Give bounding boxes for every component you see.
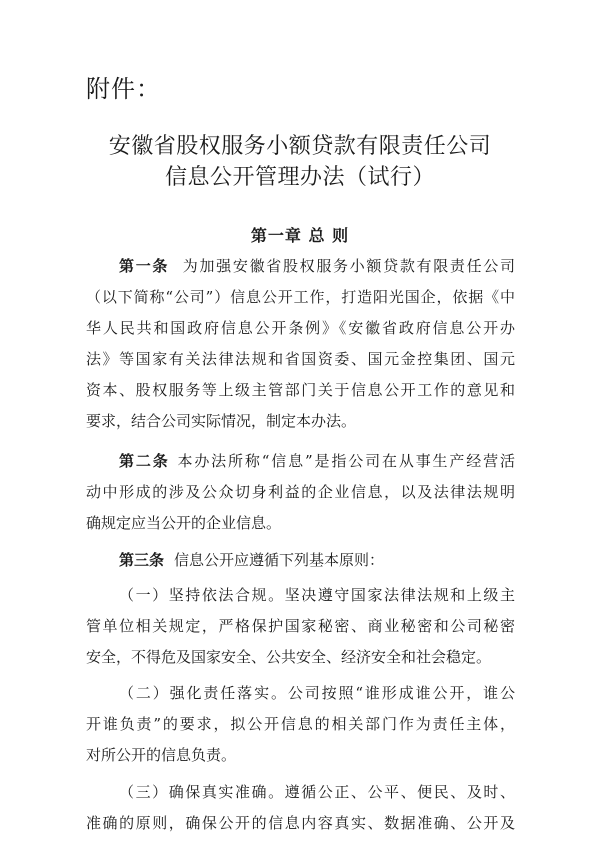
principle-1-text-line: 管单位相关规定，严格保护国家秘密、商业秘密和公司秘密 (86, 617, 515, 635)
article-3-label: 第三条 (119, 551, 165, 569)
article-2-text-line: 动中形成的涉及公众切身利益的企业信息，以及法律法规明 (86, 483, 515, 501)
article-3-text-line: 信息公开应遵循下列基本原则： (174, 551, 385, 569)
principle-3-text-line: 准确的原则，确保公开的信息内容真实、数据准确、公开及 (86, 814, 515, 832)
principle-2-text-line: 对所公开的信息负责。 (86, 746, 237, 764)
article-1-text-line: 华人民共和国政府信息公开条例》《安徽省政府信息公开办 (86, 319, 515, 337)
article-1-label: 第一条 (119, 257, 170, 275)
article-2-label: 第二条 (119, 452, 170, 470)
article-2-text-line: 本办法所称“信息”是指公司在从事生产经营活 (175, 452, 515, 470)
document-title-line-1: 安徽省股权服务小额贷款有限责任公司 (108, 134, 492, 159)
document-title-line-2: 信息公开管理办法（试行） (164, 165, 435, 190)
attachment-label: 附件： (86, 75, 161, 103)
article-2-text-line: 确规定应当公开的企业信息。 (86, 514, 282, 532)
principle-3-text-line: （三）确保真实准确。遵循公正、公平、便民、及时、 (119, 783, 515, 801)
article-1-text-line: 要求，结合公司实际情况，制定本办法。 (86, 412, 357, 430)
article-1-text-line: 资本、股权服务等上级主管部门关于信息公开工作的意见和 (86, 381, 515, 399)
principle-2-text-line: 开谁负责”的要求，拟公开信息的相关部门作为责任主体， (86, 715, 515, 733)
article-1-text-line: 法》等国家有关法律法规和省国资委、国元金控集团、国元 (86, 350, 515, 368)
article-1-text-line: 为加强安徽省股权服务小额贷款有限责任公司 (181, 257, 515, 275)
principle-2-text-line: （二）强化责任落实。公司按照“谁形成谁公开，谁公 (119, 684, 515, 702)
principle-1-text-line: （一）坚持依法合规。坚决遵守国家法律法规和上级主 (119, 586, 515, 604)
article-2-first-line (119, 451, 515, 471)
article-1-first-line (119, 256, 515, 276)
chapter-heading: 第一章 总 则 (250, 226, 350, 245)
principle-1-text-line: 安全，不得危及国家安全、公共安全、经济安全和社会稳定。 (86, 648, 492, 666)
article-1-text-line: （以下简称“公司”）信息公开工作，打造阳光国企，依据《中 (86, 288, 515, 306)
article-3-first-line (119, 550, 515, 570)
